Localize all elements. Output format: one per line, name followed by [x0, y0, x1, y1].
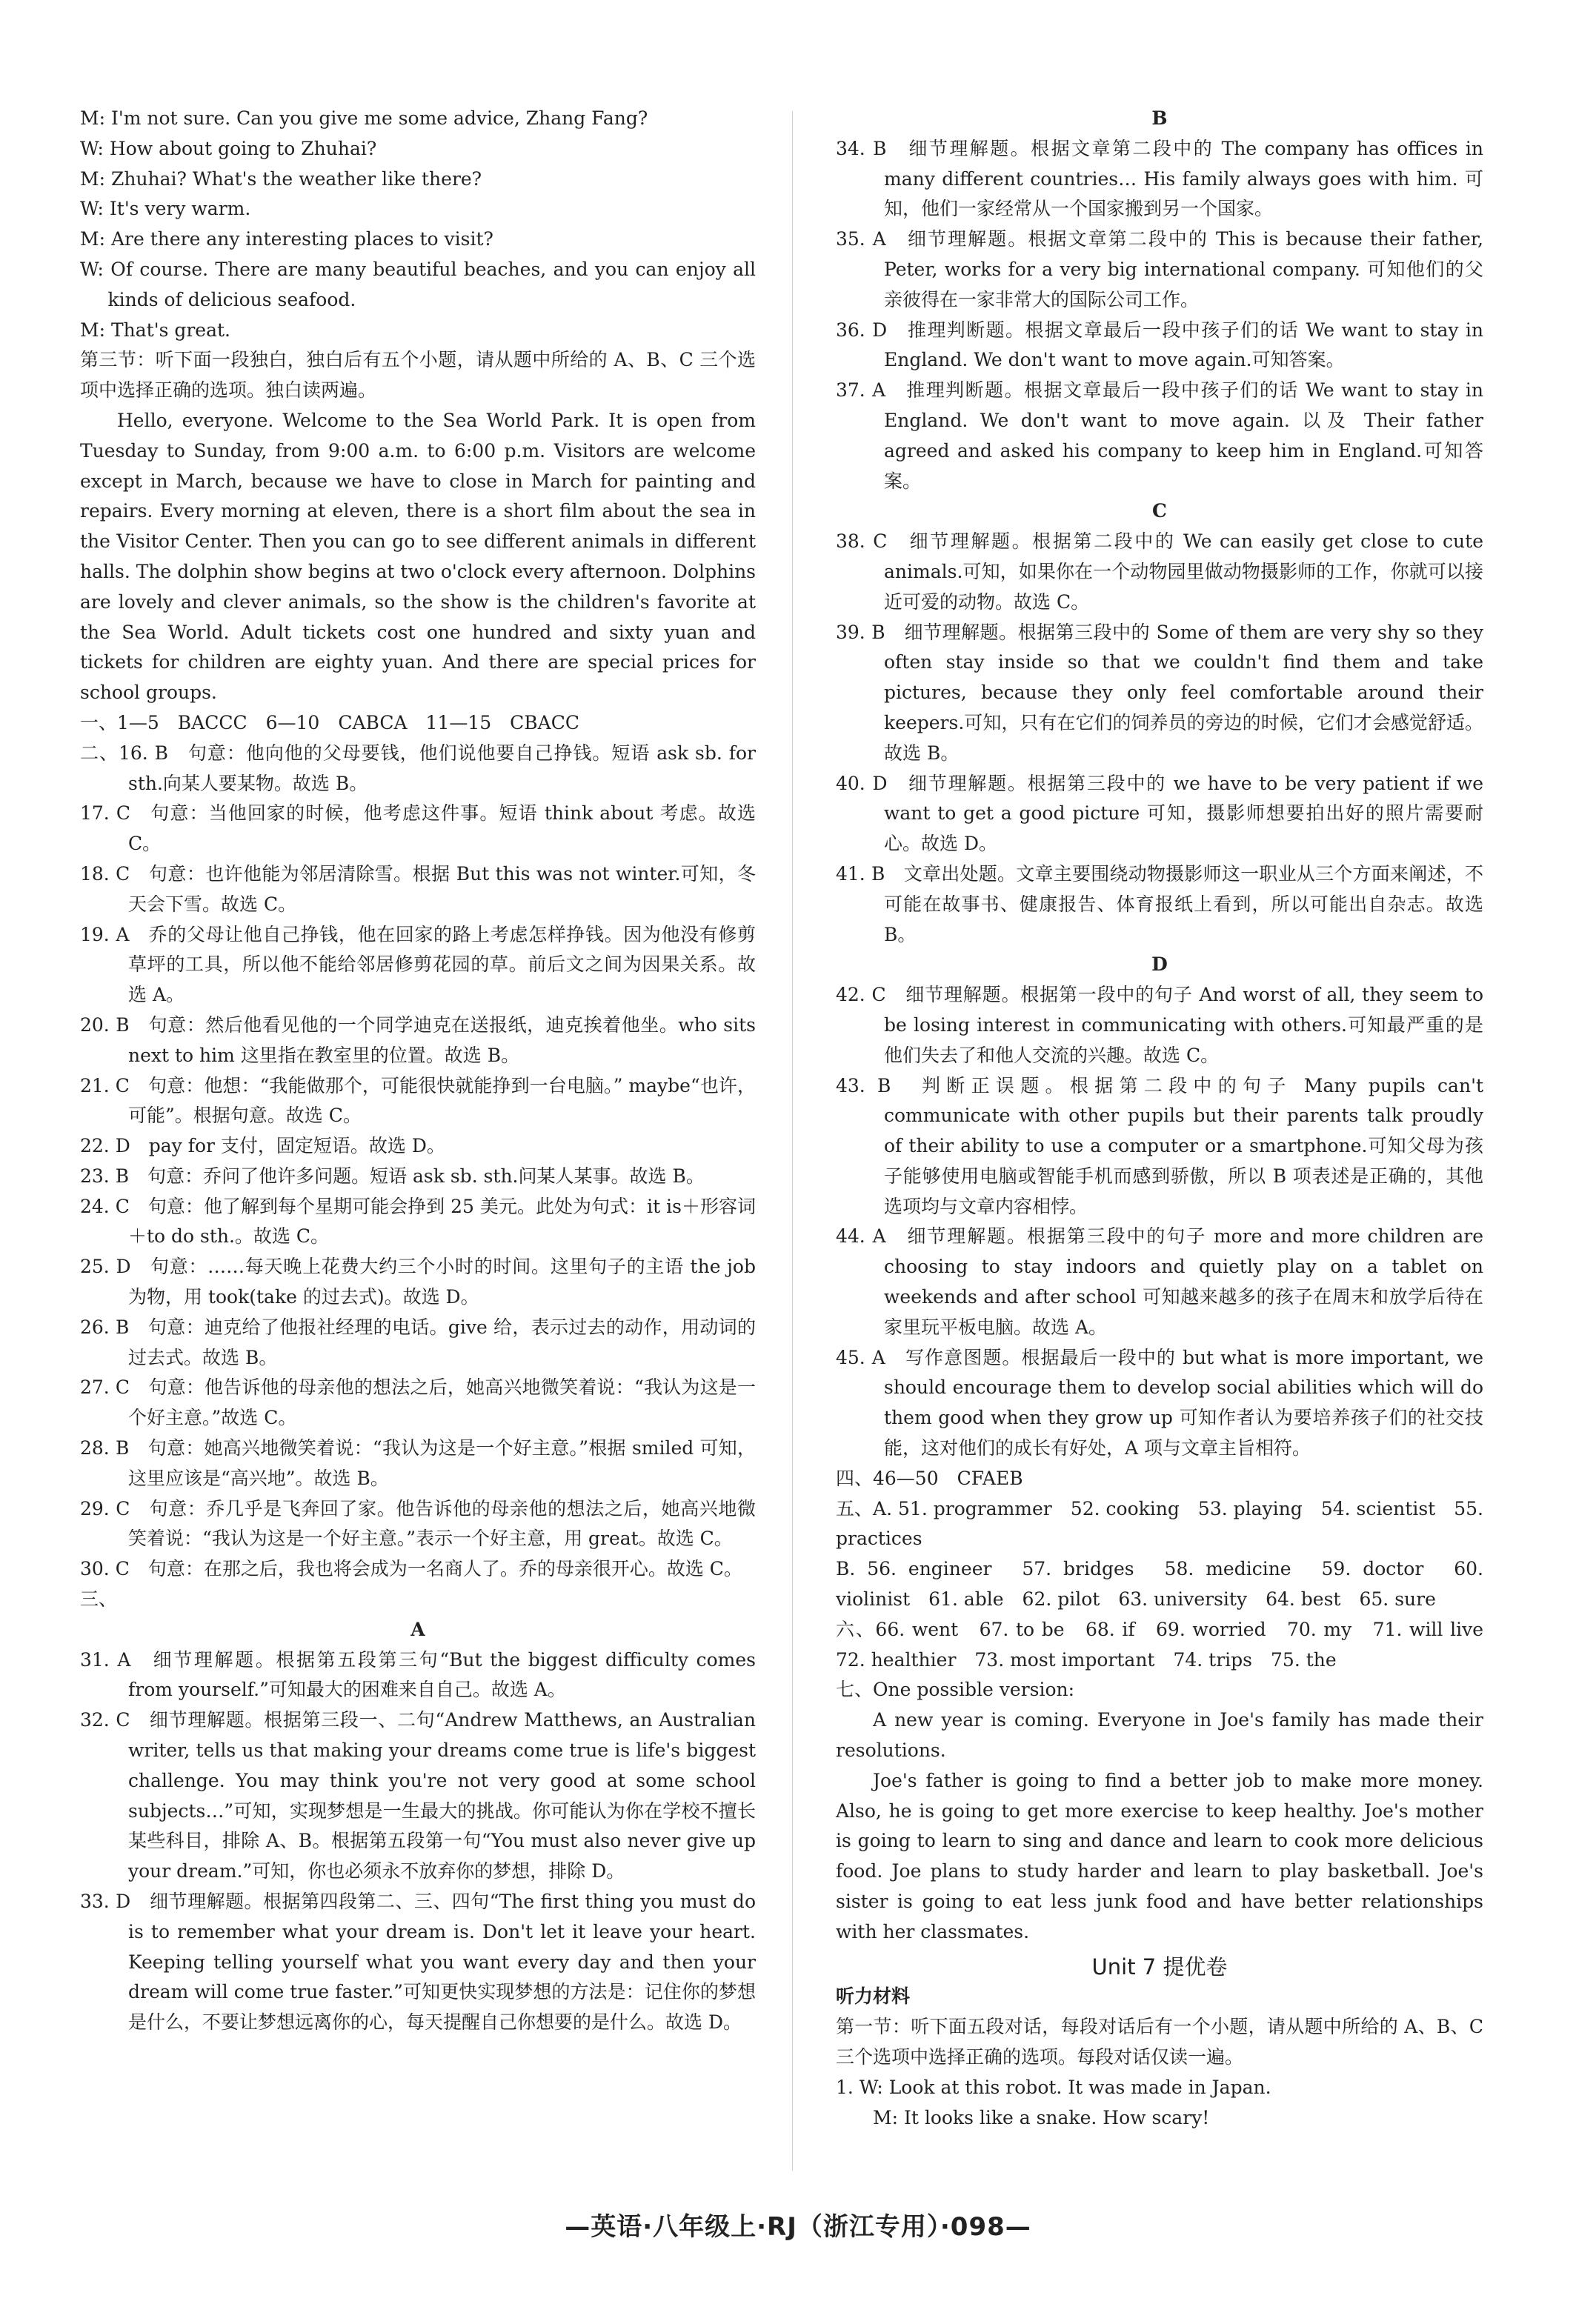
text-paragraph: M: I'm not sure. Can you give me some advice, Zhang Fang? [80, 107, 648, 129]
text-paragraph: 1. W: Look at this robot. It was made in Japan. [836, 2076, 1271, 2098]
section-heading: B [1151, 107, 1168, 129]
answer-item: 26. B 句意：迪克给了他报社经理的电话。give 给，表示过去的动作，用动词的过去式。故选 B。 [80, 1316, 756, 1368]
text-paragraph: M: That's great. [80, 319, 230, 341]
page-footer: —英语·八年级上·RJ（浙江专用）·098— [565, 2212, 1031, 2242]
text-paragraph: W: How about going to Zhuhai? [80, 137, 377, 159]
answer-item: 19. A 乔的父母让他自己挣钱，他在回家的路上考虑怎样挣钱。因为他没有修剪草坪的工具，所以他不能给邻居修剪花园的草。前后文之间为因果关系。故选 A。 [80, 923, 756, 1006]
text-paragraph: M: It looks like a snake. How scary! [873, 2106, 1210, 2128]
answer-item: 18. C 句意：也许他能为邻居清除雪。根据 But this was not winter.可知，冬天会下雪。故选 C。 [80, 862, 756, 915]
answer-item: 20. B 句意：然后他看见他的一个同学迪克在送报纸，迪克挨着他坐。who sits next to him 这里指在教室里的位置。故选 B。 [80, 1013, 756, 1066]
answer-item: 二、16. B 句意：他向他的父母要钱，他们说他要自己挣钱。短语 ask sb. for sth.向某人要某物。故选 B。 [80, 742, 756, 794]
answer-item: 29. C 句意：乔几乎是飞奔回了家。他告诉他的母亲他的想法之后，她高兴地微笑着说：“我认为这是一个好主意。”表示一个好主意，用 great。故选 C。 [80, 1497, 756, 1550]
text-paragraph: 七、One possible version: [836, 1679, 1075, 1701]
answer-item: 32. C 细节理解题。根据第三段一、二句“Andrew Matthews, an Australian writer, tells us that making your dreams come true is life's biggest challenge. You may think you're not very good at some school subjects…”可知，实现梦想是一生最大的挑战。你可能认为你在学校不擅长某些科目，排除 A、B。根据第五段第一句“You must also never give up your dream.”可知，你也必须永不放弃你的梦想，排除 D。 [80, 1709, 756, 1882]
section-heading: A [410, 1618, 425, 1640]
text-paragraph: Joe's father is going to find a better job to make more money. Also, he is going to get more exercise to keep healthy. Joe's mother is going to learn to sing and dance and learn to cook more delicious food. Joe plans to study harder and learn to play basketball. Joe's sister is going to eat less junk food and have better relationships with her classmates. [836, 1769, 1483, 1942]
text-paragraph: M: Are there any interesting places to visit? [80, 228, 493, 250]
unit-title: Unit 7 提优卷 [1091, 1954, 1228, 1980]
text-paragraph: Hello, everyone. Welcome to the Sea World Park. It is open from Tuesday to Sunday, from 9:00 a.m. to 6:00 p.m. Visitors are welcome except in March, because we have to close in March for painting and repairs. Every morning at eleven, there is a short film about the sea in the Visitor Center. Then you can go to see different animals in different halls. The dolphin show begins at two o'clock every afternoon. Dolphins are lovely and clever animals, so the show is the children's favorite at the Sea World. Adult tickets cost one hundred and sixty yuan and tickets for children are eighty yuan. And there are special prices for school groups. [80, 409, 756, 704]
answer-item: 37. A 推理判断题。根据文章最后一段中孩子们的话 We want to stay in England. We don't want to move again. 以及 Their father agreed and asked his company to keep him in England.可知答案。 [836, 379, 1483, 492]
answer-item: 44. A 细节理解题。根据第三段中的句子 more and more children are choosing to stay indoors and quietly play on a tablet on weekends and after school 可知越来越多的孩子在周末和放学后待在家里玩平板电脑。故选 A。 [836, 1225, 1483, 1338]
answer-item: 30. C 句意：在那之后，我也将会成为一名商人了。乔的母亲很开心。故选 C。 [80, 1558, 742, 1580]
answer-item: 45. A 写作意图题。根据最后一段中的 but what is more important, we should encourage them to develop social abilities which will do them good when they grow up 可知作者认为要培养孩子们的社交技能，这对他们的成长有好处，A 项与文章主旨相符。 [836, 1346, 1483, 1459]
answer-item: 21. C 句意：他想：“我能做那个，可能很快就能挣到一台电脑。” maybe“也许，可能”。根据句意。故选 C。 [80, 1074, 756, 1127]
answer-item: 24. C 句意：他了解到每个星期可能会挣到 25 美元。此处为句式：it is＋形容词＋to do sth.。故选 C。 [80, 1195, 756, 1248]
answer-item: 17. C 句意：当他回家的时候，他考虑这件事。短语 think about 考虑。故选 C。 [80, 802, 756, 855]
answer-item: 41. B 文章出处题。文章主要围绕动物摄影师这一职业从三个方面来阐述，不可能在故事书、健康报告、体育报纸上看到，所以可能出自杂志。故选 B。 [836, 862, 1483, 945]
text-paragraph: 四、46—50 CFAEB [836, 1467, 1023, 1489]
left-column [80, 104, 756, 2038]
text-paragraph: 第三节：听下面一段独白，独白后有五个小题，请从题中所给的 A、B、C 三个选项中选择正确的选项。独白读两遍。 [80, 349, 756, 402]
answer-item: 35. A 细节理解题。根据文章第二段中的 This is because their father, Peter, works for a very big international company. 可知他们的父亲彼得在一家非常大的国际公司工作。 [836, 228, 1483, 310]
section-heading: D [1151, 953, 1168, 976]
answer-item: 38. C 细节理解题。根据第二段中的 We can easily get close to cute animals.可知，如果你在一个动物园里做动物摄影师的工作，你就可以接近可爱的动物。故选 C。 [836, 530, 1483, 613]
answer-item: 22. D pay for 支付，固定短语。故选 D。 [80, 1135, 445, 1157]
answer-item: 43. B 判断正误题。根据第二段中的句子 Many pupils can't communicate with other pupils but their parents talk proudly of their ability to use a computer or a smartphone.可知父母为孩子能够使用电脑或智能手机而感到骄傲，所以 B 项表述是正确的，其他选项均与文章内容相悖。 [836, 1074, 1483, 1217]
answer-item: 33. D 细节理解题。根据第四段第二、三、四句“The first thing you must do is to remember what your dream is. Don't let it leave your heart. Keeping telling yourself what you want every day and then your dream will come true faster.”可知更快实现梦想的方法是：记住你的梦想是什么，不要让梦想远离你的心，每天提醒自己你想要的是什么。故选 D。 [80, 1891, 756, 2034]
answer-item: 39. B 细节理解题。根据第三段中的 Some of them are very shy so they often stay inside so that we couldn't find them and take pictures, because they only feel comfortable around their keepers.可知，只有在它们的饲养员的旁边的时候，它们才会感觉舒适。故选 B。 [836, 621, 1483, 764]
text-paragraph: 三、 [80, 1588, 118, 1611]
column-divider [792, 111, 793, 2171]
answer-item: 36. D 推理判断题。根据文章最后一段中孩子们的话 We want to stay in England. We don't want to move again.可知答案。 [836, 319, 1483, 371]
text-paragraph: A new year is coming. Everyone in Joe's family has made their resolutions. [836, 1709, 1483, 1762]
answer-item: 34. B 细节理解题。根据文章第二段中的 The company has offices in many different countries… His family always goes with him. 可知，他们一家经常从一个国家搬到另一个国家。 [836, 137, 1483, 220]
answer-item: 40. D 细节理解题。根据第三段中的 we have to be very patient if we want to get a good picture 可知，摄影师想要拍出好的照片需要耐心。故选 D。 [836, 772, 1483, 855]
text-paragraph: 听力材料 [836, 1985, 911, 2008]
answer-item: 25. D 句意：……每天晚上花费大约三个小时的时间。这里句子的主语 the job 为物，用 took(take 的过去式)。故选 D。 [80, 1256, 756, 1308]
section-heading: C [1152, 500, 1167, 522]
answer-item: 23. B 句意：乔问了他许多问题。短语 ask sb. sth.问某人某事。故选 B。 [80, 1165, 705, 1187]
answer-item: 42. C 细节理解题。根据第一段中的句子 And worst of all, they seem to be losing interest in communicating with others.可知最严重的是他们失去了和他人交流的兴趣。故选 C。 [836, 984, 1483, 1066]
text-paragraph: W: It's very warm. [80, 198, 251, 220]
text-paragraph: 五、A. 51. programmer 52. cooking 53. playing 54. scientist 55. practices [836, 1497, 1483, 1550]
answer-item: 28. B 句意：她高兴地微笑着说：“我认为这是一个好主意。”根据 smiled 可知，这里应该是“高兴地”。故选 B。 [80, 1437, 756, 1489]
text-paragraph: M: Zhuhai? What's the weather like there? [80, 167, 482, 190]
text-paragraph: 第一节：听下面五段对话，每段对话后有一个小题，请从题中所给的 A、B、C 三个选项中选择正确的选项。每段对话仅读一遍。 [836, 2016, 1483, 2068]
text-paragraph: B. 56. engineer 57. bridges 58. medicine 59. doctor 60. violinist 61. able 62. pilot 63. university 64. best 65. sure [836, 1558, 1483, 1611]
right-column [836, 104, 1503, 2133]
answer-item: 27. C 句意：他告诉他的母亲他的想法之后，她高兴地微笑着说：“我认为这是一个好主意。”故选 C。 [80, 1376, 756, 1429]
text-paragraph: 六、66. went 67. to be 68. if 69. worried 70. my 71. will live 72. healthier 73. most important 74. trips 75. the [836, 1618, 1503, 1671]
text-paragraph: 一、1—5 BACCC 6—10 CABCA 11—15 CBACC [80, 711, 579, 733]
answer-item: 31. A 细节理解题。根据第五段第三句“But the biggest difficulty comes from yourself.”可知最大的困难来自自己。故选 A。 [80, 1648, 756, 1701]
text-paragraph: W: Of course. There are many beautiful beaches, and you can enjoy all kinds of delicious seafood. [80, 258, 756, 310]
